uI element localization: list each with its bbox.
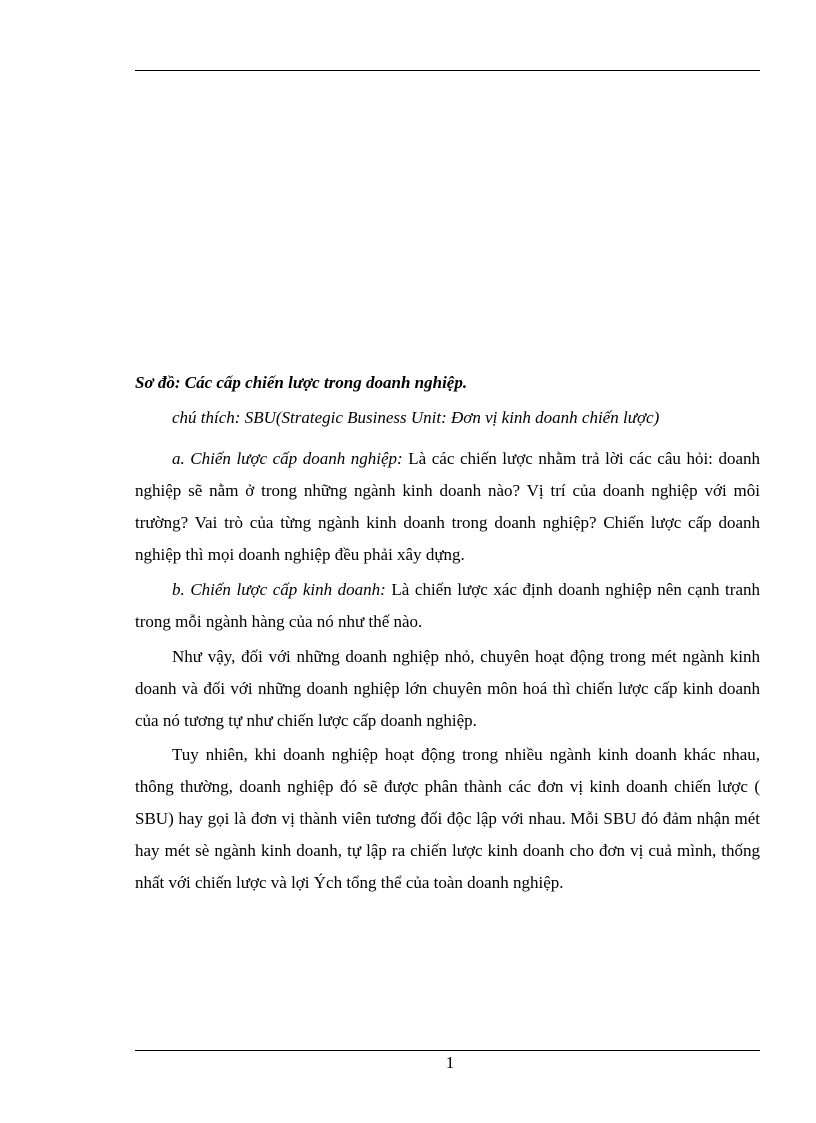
paragraph-body: Tuy nhiên, khi doanh nghiệp hoạt động trong nhiều ngành kinh doanh khác nhau, thông thường, doanh nghiệp đó sẽ được phân thành các đơn vị kinh doanh chiến lược ( SBU) hay gọi là đơn vị thành viên tương đối độc lập với nhau. Mỗi SBU đó đảm nhận mét hay mét sè ngành kinh doanh, tự lập ra chiến lược kinh doanh cho đơn vị cuả mình, thống nhất với chiến lược và lợi Ých tổng thể của toàn doanh nghiệp.: [135, 745, 760, 892]
paragraph-small-business: [135, 641, 760, 737]
page-number: 1: [445, 1053, 455, 1072]
paragraph-sbu: [135, 739, 760, 899]
paragraph-business-strategy: [135, 574, 760, 638]
caption-note: chú thích: SBU(Strategic Business Unit: Đơn vị kinh doanh chiến lược): [172, 408, 660, 427]
header-rule: [135, 70, 760, 71]
paragraph-body: Như vậy, đối với những doanh nghiệp nhỏ, chuyên hoạt động trong mét ngành kinh doanh và đối với những doanh nghiệp lớn chuyên môn hoá thì chiến lược cấp kinh doanh của nó tương tự như chiến lược cấp doanh nghiệp.: [135, 647, 760, 730]
footer-rule: [135, 1050, 760, 1051]
paragraph-corporate-strategy: [135, 443, 760, 571]
paragraph-lead: b. Chiến lược cấp kinh doanh:: [172, 580, 386, 599]
paragraph-body: Là chiến lược xác định doanh nghiệp nên cạnh tranh trong mỗi ngành hàng của nó như thế nào.: [135, 580, 760, 631]
paragraph-body: Là các chiến lược nhằm trả lời các câu hỏi: doanh nghiệp sẽ nằm ở trong những ngành kinh doanh nào? Vị trí của doanh nghiệp với môi trường? Vai trò của từng ngành kinh doanh trong doanh nghiệp? Chiến lược cấp doanh nghiệp thì mọi doanh nghiệp đều phải xây dựng.: [135, 449, 760, 564]
diagram-caption: Sơ đồ: Các cấp chiến lược trong doanh nghiệp.: [135, 373, 468, 392]
paragraph-lead: a. Chiến lược cấp doanh nghiệp:: [172, 449, 403, 468]
